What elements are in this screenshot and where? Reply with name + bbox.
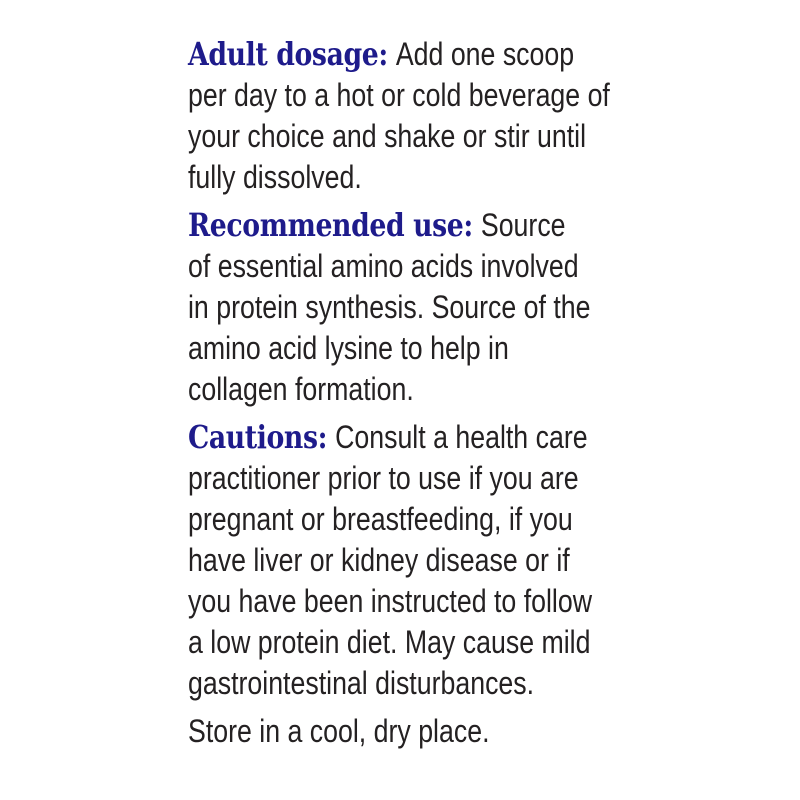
section-heading-cautions: Cautions:: [188, 418, 328, 456]
text-line: collagen formation.: [188, 371, 414, 407]
text-line: [188, 34, 610, 75]
text-run: Consult a health care: [335, 419, 588, 455]
text-line: Store in a cool, dry place.: [188, 713, 490, 749]
text-line: [188, 417, 610, 458]
section-heading-recommended-use: Recommended use:: [188, 206, 473, 244]
label-text-block: [188, 34, 610, 759]
text-line: fully dissolved.: [188, 159, 362, 195]
section-heading-adult-dosage: Adult dosage:: [188, 35, 388, 73]
text-line: in protein synthesis. Source of the: [188, 289, 591, 325]
text-line: pregnant or breastfeeding, if you: [188, 501, 573, 537]
text-run: Source: [480, 207, 566, 243]
text-run: Add one scoop: [395, 36, 575, 72]
text-line: practitioner prior to use if you are: [188, 460, 579, 496]
section-storage: [188, 711, 610, 752]
text-line: have liver or kidney disease or if: [188, 542, 570, 578]
text-line: you have been instructed to follow: [188, 583, 593, 619]
text-line: gastrointestinal disturbances.: [188, 665, 535, 701]
text-line: [188, 205, 610, 246]
section-adult-dosage: [188, 34, 610, 198]
text-line: your choice and shake or stir until: [188, 118, 587, 154]
text-line: per day to a hot or cold beverage of: [188, 77, 610, 113]
text-line: a low protein diet. May cause mild: [188, 624, 591, 660]
section-recommended-use: [188, 205, 610, 410]
section-cautions: [188, 417, 610, 704]
text-line: amino acid lysine to help in: [188, 330, 509, 366]
text-line: of essential amino acids involved: [188, 248, 579, 284]
